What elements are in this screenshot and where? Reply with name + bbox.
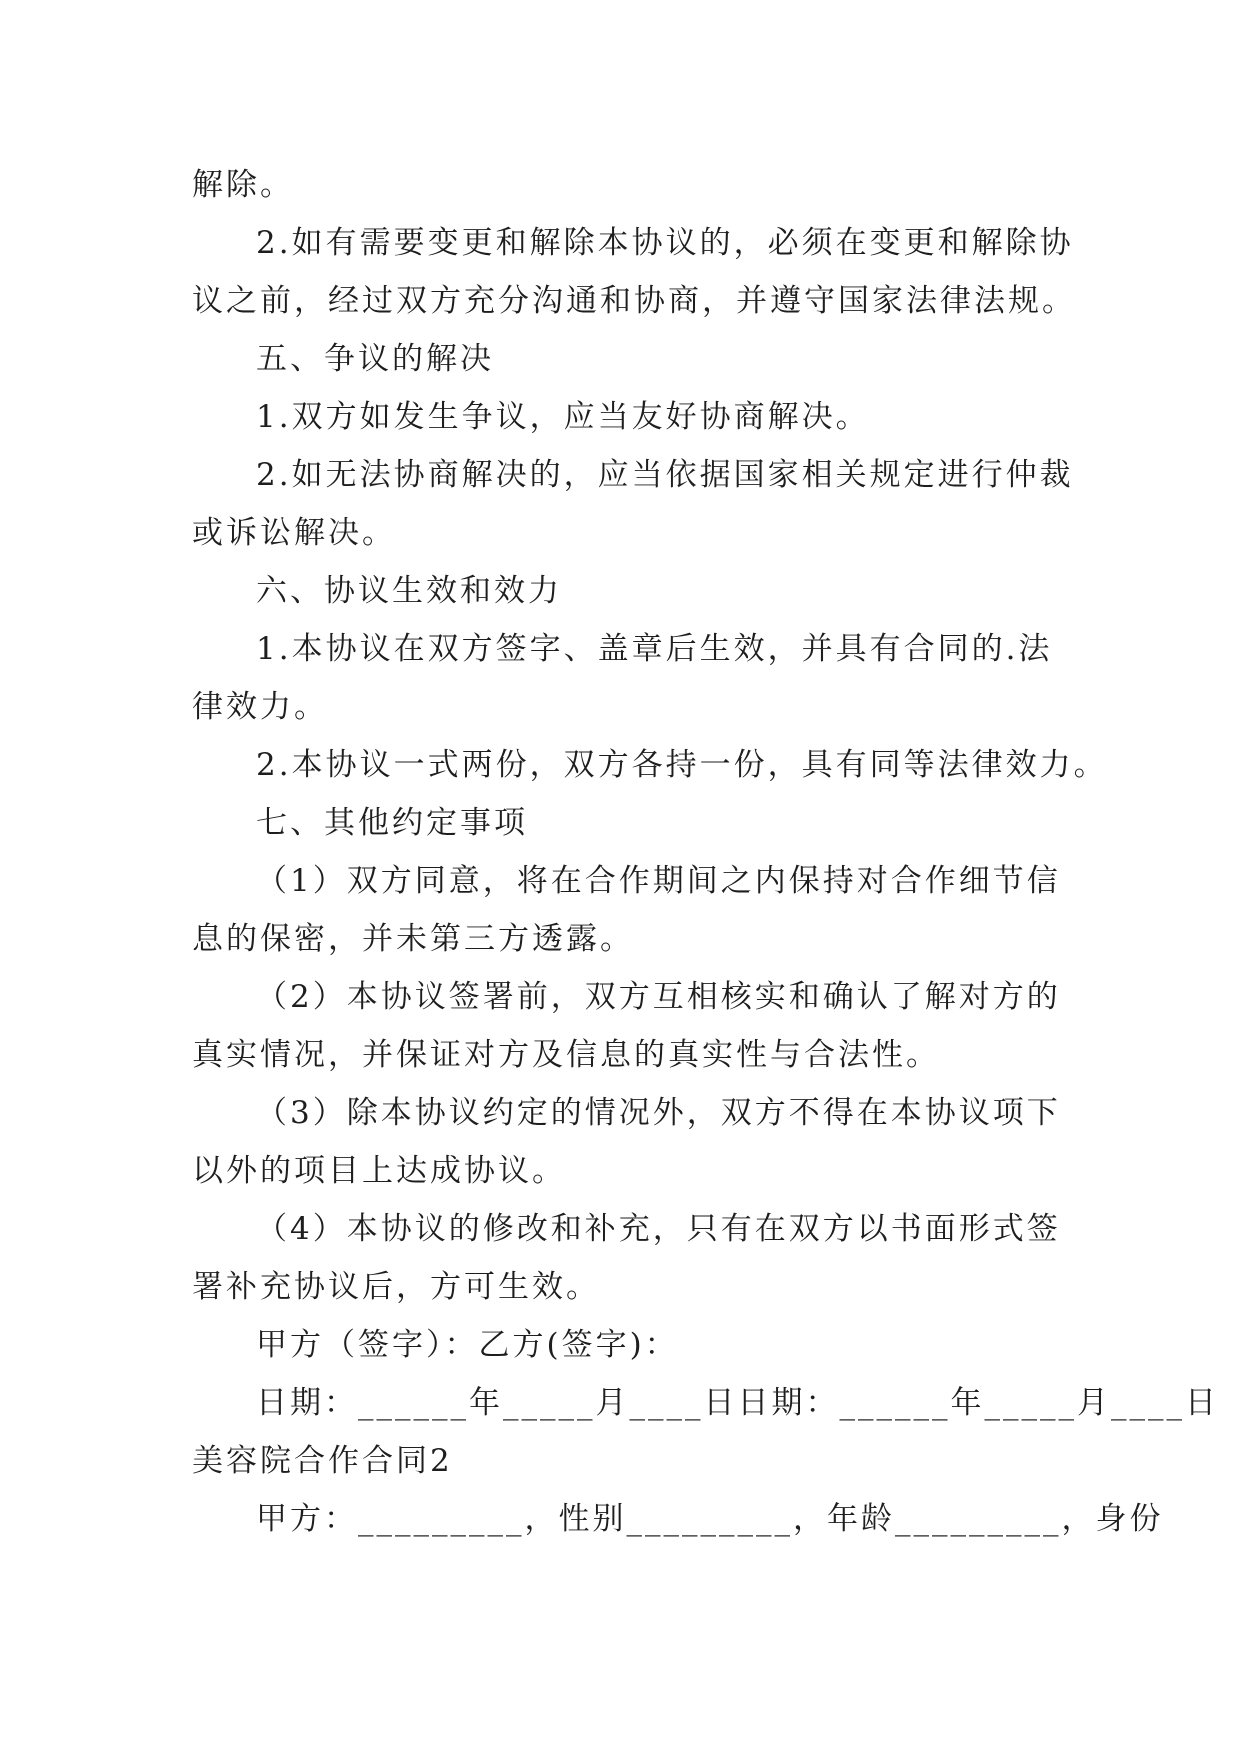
text-line: （1）双方同意，将在合作期间之内保持对合作细节信 [256, 863, 1061, 899]
text-line: 2.如无法协商解决的，应当依据国家相关规定进行仲裁 [256, 457, 1074, 493]
text-line: 真实情况，并保证对方及信息的真实性与合法性。 [192, 1037, 940, 1073]
text-line: 解除。 [192, 167, 294, 203]
text-line: 或诉讼解决。 [192, 515, 396, 551]
contract-title: 美容院合作合同2 [192, 1443, 453, 1479]
text-line: 1.双方如发生争议，应当友好协商解决。 [256, 399, 870, 435]
document-body [192, 156, 1219, 1548]
text-line: 议之前，经过双方充分沟通和协商，并遵守国家法律法规。 [192, 283, 1076, 319]
text-line: （3）除本协议约定的情况外，双方不得在本协议项下 [256, 1095, 1061, 1131]
text-line: 2.本协议一式两份，双方各持一份，具有同等法律效力。 [256, 747, 1108, 783]
text-line: 2.如有需要变更和解除本协议的，必须在变更和解除协 [256, 225, 1074, 261]
date-line: 日期：______年_____月____日日期：______年_____月____日 [256, 1385, 1219, 1421]
section-heading: 六、协议生效和效力 [256, 573, 562, 609]
text-line: （4）本协议的修改和补充，只有在双方以书面形式签 [256, 1211, 1061, 1247]
text-line: 律效力。 [192, 689, 328, 725]
party-a-line: 甲方：_________，性别_________，年龄_________，身份 [256, 1501, 1164, 1537]
text-line: 息的保密，并未第三方透露。 [192, 921, 634, 957]
text-line: 以外的项目上达成协议。 [192, 1153, 566, 1189]
signature-line: 甲方（签字）：乙方(签字)： [256, 1327, 679, 1363]
text-line: 1.本协议在双方签字、盖章后生效，并具有合同的.法 [256, 631, 1053, 667]
text-line: （2）本协议签署前，双方互相核实和确认了解对方的 [256, 979, 1061, 1015]
section-heading: 七、其他约定事项 [256, 805, 528, 841]
section-heading: 五、争议的解决 [256, 341, 494, 377]
text-line: 署补充协议后，方可生效。 [192, 1269, 600, 1305]
